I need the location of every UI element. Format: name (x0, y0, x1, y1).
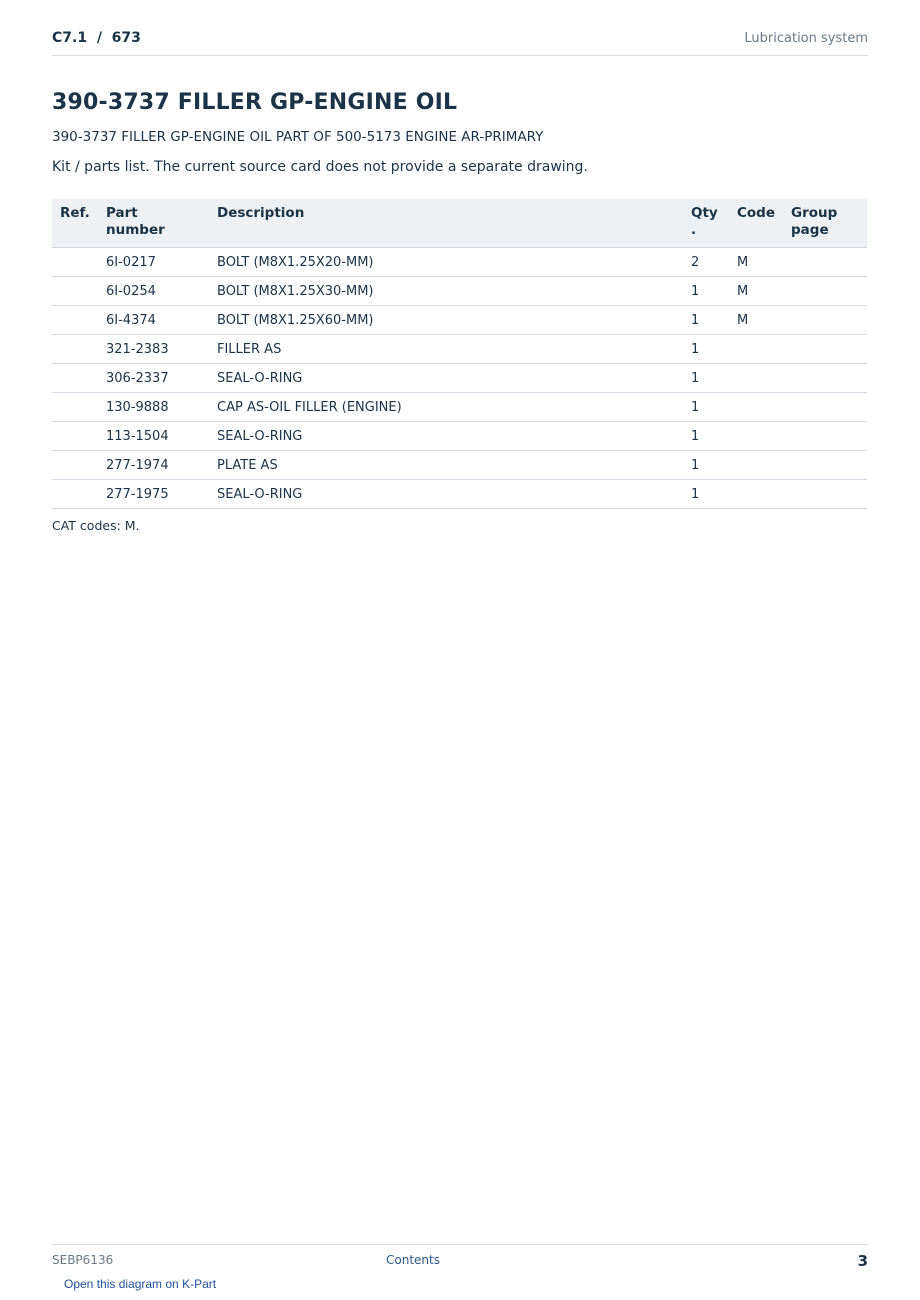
cell-qty: 1 (683, 451, 729, 480)
assembly-subtitle: 390-3737 FILLER GP-ENGINE OIL PART OF 500-5173 ENGINE AR-PRIMARY (52, 129, 544, 145)
table-row (52, 393, 867, 422)
cell-ref (52, 364, 98, 393)
cell-code (729, 393, 783, 422)
cell-part-number: 130-9888 (98, 393, 209, 422)
column-header-ref: Ref. (52, 199, 98, 248)
cell-ref (52, 480, 98, 509)
page-title: 390-3737 FILLER GP-ENGINE OIL (52, 90, 458, 115)
cell-description: SEAL-O-RING (209, 364, 683, 393)
cell-code: M (729, 248, 783, 277)
cell-qty: 1 (683, 306, 729, 335)
cell-ref (52, 306, 98, 335)
cell-description: BOLT (M8X1.25X30-MM) (209, 277, 683, 306)
page-header (52, 28, 868, 56)
cell-qty: 1 (683, 422, 729, 451)
cell-part-number: 321-2383 (98, 335, 209, 364)
table-row (52, 335, 867, 364)
column-header-description: Description (209, 199, 683, 248)
cell-part-number: 6I-4374 (98, 306, 209, 335)
cell-ref (52, 335, 98, 364)
cell-description: PLATE AS (209, 451, 683, 480)
column-header-group-page: Group page (783, 199, 867, 248)
cell-part-number: 113-1504 (98, 422, 209, 451)
cell-part-number: 6I-0254 (98, 277, 209, 306)
cat-codes-note: CAT codes: M. (52, 518, 140, 533)
footer-divider (52, 1244, 868, 1245)
cell-ref (52, 451, 98, 480)
contents-link[interactable]: Contents (386, 1253, 440, 1267)
cell-description: FILLER AS (209, 335, 683, 364)
table-row (52, 306, 867, 335)
cell-description: SEAL-O-RING (209, 480, 683, 509)
table-row (52, 364, 867, 393)
cell-group-page (783, 364, 867, 393)
cell-qty: 1 (683, 480, 729, 509)
parts-table (52, 199, 867, 509)
cell-part-number: 306-2337 (98, 364, 209, 393)
cell-ref (52, 248, 98, 277)
cell-code (729, 480, 783, 509)
cell-ref (52, 277, 98, 306)
cell-qty: 1 (683, 393, 729, 422)
cell-group-page (783, 277, 867, 306)
cell-group-page (783, 393, 867, 422)
table-row (52, 277, 867, 306)
cell-part-number: 6I-0217 (98, 248, 209, 277)
cell-group-page (783, 306, 867, 335)
cell-group-page (783, 451, 867, 480)
cell-ref (52, 393, 98, 422)
cell-code (729, 364, 783, 393)
cell-group-page (783, 248, 867, 277)
cell-ref (52, 422, 98, 451)
column-header-part-number: Part number (98, 199, 209, 248)
cell-code (729, 335, 783, 364)
cell-code (729, 422, 783, 451)
cell-code: M (729, 306, 783, 335)
cell-code: M (729, 277, 783, 306)
table-header-row (52, 199, 867, 248)
cell-part-number: 277-1974 (98, 451, 209, 480)
cell-description: SEAL-O-RING (209, 422, 683, 451)
cell-group-page (783, 480, 867, 509)
column-header-qty: Qty . (683, 199, 729, 248)
footer-document-id: SEBP6136 (52, 1253, 114, 1267)
cell-description: BOLT (M8X1.25X60-MM) (209, 306, 683, 335)
table-row (52, 480, 867, 509)
page-number: 3 (857, 1252, 868, 1270)
cell-description: CAP AS-OIL FILLER (ENGINE) (209, 393, 683, 422)
cell-qty: 2 (683, 248, 729, 277)
cell-group-page (783, 335, 867, 364)
table-row (52, 248, 867, 277)
cell-group-page (783, 422, 867, 451)
table-row (52, 451, 867, 480)
column-header-code: Code (729, 199, 783, 248)
cell-qty: 1 (683, 335, 729, 364)
cell-qty: 1 (683, 277, 729, 306)
cell-part-number: 277-1975 (98, 480, 209, 509)
section-title: Lubrication system (744, 31, 868, 46)
kit-note: Kit / parts list. The current source card does not provide a separate drawing. (52, 159, 588, 175)
section-reference: C7.1 / 673 (52, 30, 141, 46)
cell-qty: 1 (683, 364, 729, 393)
cell-code (729, 451, 783, 480)
cell-description: BOLT (M8X1.25X20-MM) (209, 248, 683, 277)
table-row (52, 422, 867, 451)
open-in-kpart-link[interactable]: Open this diagram on K-Part (64, 1277, 217, 1291)
